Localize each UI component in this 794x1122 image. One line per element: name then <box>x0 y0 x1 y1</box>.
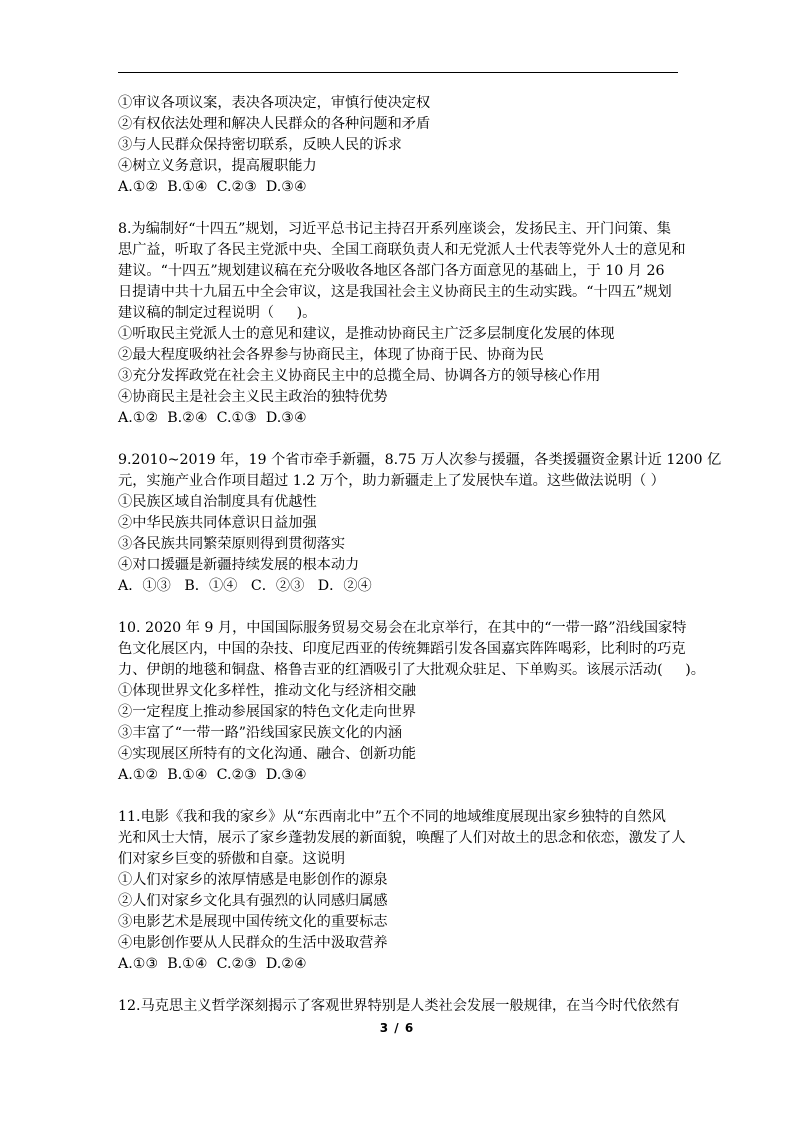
q8-option-2: ②最大程度吸纳社会各界参与协商民主，体现了协商于民、协商为民 <box>118 347 544 363</box>
q11-option-1: ①人们对家乡的浓厚情感是电影创作的源泉 <box>118 872 388 888</box>
q10-stem-line-2: 色文化展区内，中国的杂技、印度尼西亚的传统舞蹈引发各国嘉宾阵阵喝彩，比利时的巧克 <box>118 641 686 657</box>
question-7-tail <box>118 93 680 198</box>
q11-stem-line-2: 光和风士大情，展示了家乡蓬勃发展的新面貌，唤醒了人们对故土的思念和依恋，激发了人 <box>118 830 686 846</box>
page-content <box>118 93 722 1017</box>
q10-option-3: ③丰富了“一带一路”沿线国家民族文化的内涵 <box>118 725 403 741</box>
q7-option-3: ③与人民群众保持密切联系，反映人民的诉求 <box>118 137 402 153</box>
q11-option-2: ②人们对家乡文化具有强烈的认同感归属感 <box>118 893 388 909</box>
q8-option-1: ①听取民主党派人士的意见和建议，是推动协商民主广泛多层制度化发展的体现 <box>118 326 615 342</box>
page-number: 3 / 6 <box>379 1021 415 1035</box>
q10-stem-line-1: 10. 2020 年 9 月，中国国际服务贸易交易会在北京举行，在其中的“一带一路”沿线国家特 <box>118 620 687 636</box>
q10-stem-line-3: 力、伊朗的地毯和铜盘、格鲁吉亚的红酒吸引了大批观众驻足、下单购买。该展示活动( )。 <box>118 662 705 678</box>
question-8 <box>118 219 686 429</box>
q9-option-4: ④对口援疆是新疆持续发展的根本动力 <box>118 557 360 573</box>
q11-stem-line-3: 们对家乡巨变的骄傲和自豪。这说明 <box>118 851 346 867</box>
q12-stem-line-1: 12.马克思主义哲学深刻揭示了客观世界特别是人类社会发展一般规律，在当今时代依然有 <box>118 998 680 1014</box>
question-12 <box>118 996 680 1017</box>
q8-option-4: ④协商民主是社会主义民主政治的独特优势 <box>118 389 388 405</box>
q7-option-4: ④树立义务意识，提高履职能力 <box>118 158 317 174</box>
q9-stem-line-2: 元，实施产业合作项目超过 1.2 万个，助力新疆走上了发展快车道。这些做法说明（ ） <box>118 473 665 489</box>
header-rule <box>118 72 678 73</box>
question-11 <box>118 807 686 975</box>
q8-answer-choices: A.①② B.②④ C.①③ D.③④ <box>118 410 307 426</box>
q7-option-1: ①审议各项议案，表决各项决定，审慎行使决定权 <box>118 95 431 111</box>
q8-stem-line-2: 思广益，听取了各民主党派中央、全国工商联负责人和无党派人士代表等党外人士的意见和 <box>118 242 686 258</box>
q9-answer-choices: A．①③ B．①④ C．②③ D．②④ <box>118 578 372 594</box>
q7-option-2: ②有权依法处理和解决人民群众的各种问题和矛盾 <box>118 116 431 132</box>
q10-option-4: ④实现展区所特有的文化沟通、融合、创新功能 <box>118 746 416 762</box>
q9-option-3: ③各民族共同繁荣原则得到贯彻落实 <box>118 536 346 552</box>
q8-stem-line-5: 建议稿的制定过程说明（ )。 <box>118 305 317 321</box>
q8-option-3: ③充分发挥政党在社会主义协商民主中的总揽全局、协调各方的领导核心作用 <box>118 368 601 384</box>
question-9 <box>118 450 722 597</box>
q11-option-3: ③电影艺术是展现中国传统文化的重要标志 <box>118 914 388 930</box>
q9-option-1: ①民族区域自治制度具有优越性 <box>118 494 317 510</box>
q10-option-2: ②一定程度上推动参展国家的特色文化走向世界 <box>118 704 416 720</box>
q7-answer-choices: A.①② B.①④ C.②③ D.③④ <box>118 179 307 195</box>
q9-option-2: ②中华民族共同体意识日益加强 <box>118 515 317 531</box>
q8-stem-line-3: 建议。“十四五”规划建议稿在充分吸收各地区各部门各方面意见的基础上，于 10 月 26 <box>118 263 665 279</box>
question-10 <box>118 618 705 786</box>
q11-option-4: ④电影创作要从人民群众的生活中汲取营养 <box>118 935 388 951</box>
q10-answer-choices: A.①② B.①④ C.②③ D.③④ <box>118 767 307 783</box>
q8-stem-line-1: 8.为编制好“十四五”规划，习近平总书记主持召开系列座谈会，发扬民主、开门问策、集 <box>118 221 671 237</box>
q11-answer-choices: A.①③ B.①④ C.②③ D.②④ <box>118 956 307 972</box>
q8-stem-line-4: 日提请中共十九届五中全会审议，这是我国社会主义协商民主的生动实践。“十四五”规划 <box>118 284 672 300</box>
q11-stem-line-1: 11.电影《我和我的家乡》从“东西南北中”五个不同的地域维度展现出家乡独特的自然风 <box>118 809 666 825</box>
q10-option-1: ①体现世界文化多样性，推动文化与经济相交融 <box>118 683 416 699</box>
q9-stem-line-1: 9.2010~2019 年，19 个省市牵手新疆，8.75 万人次参与援疆，各类援疆资金累计近 1200 亿 <box>118 452 722 468</box>
